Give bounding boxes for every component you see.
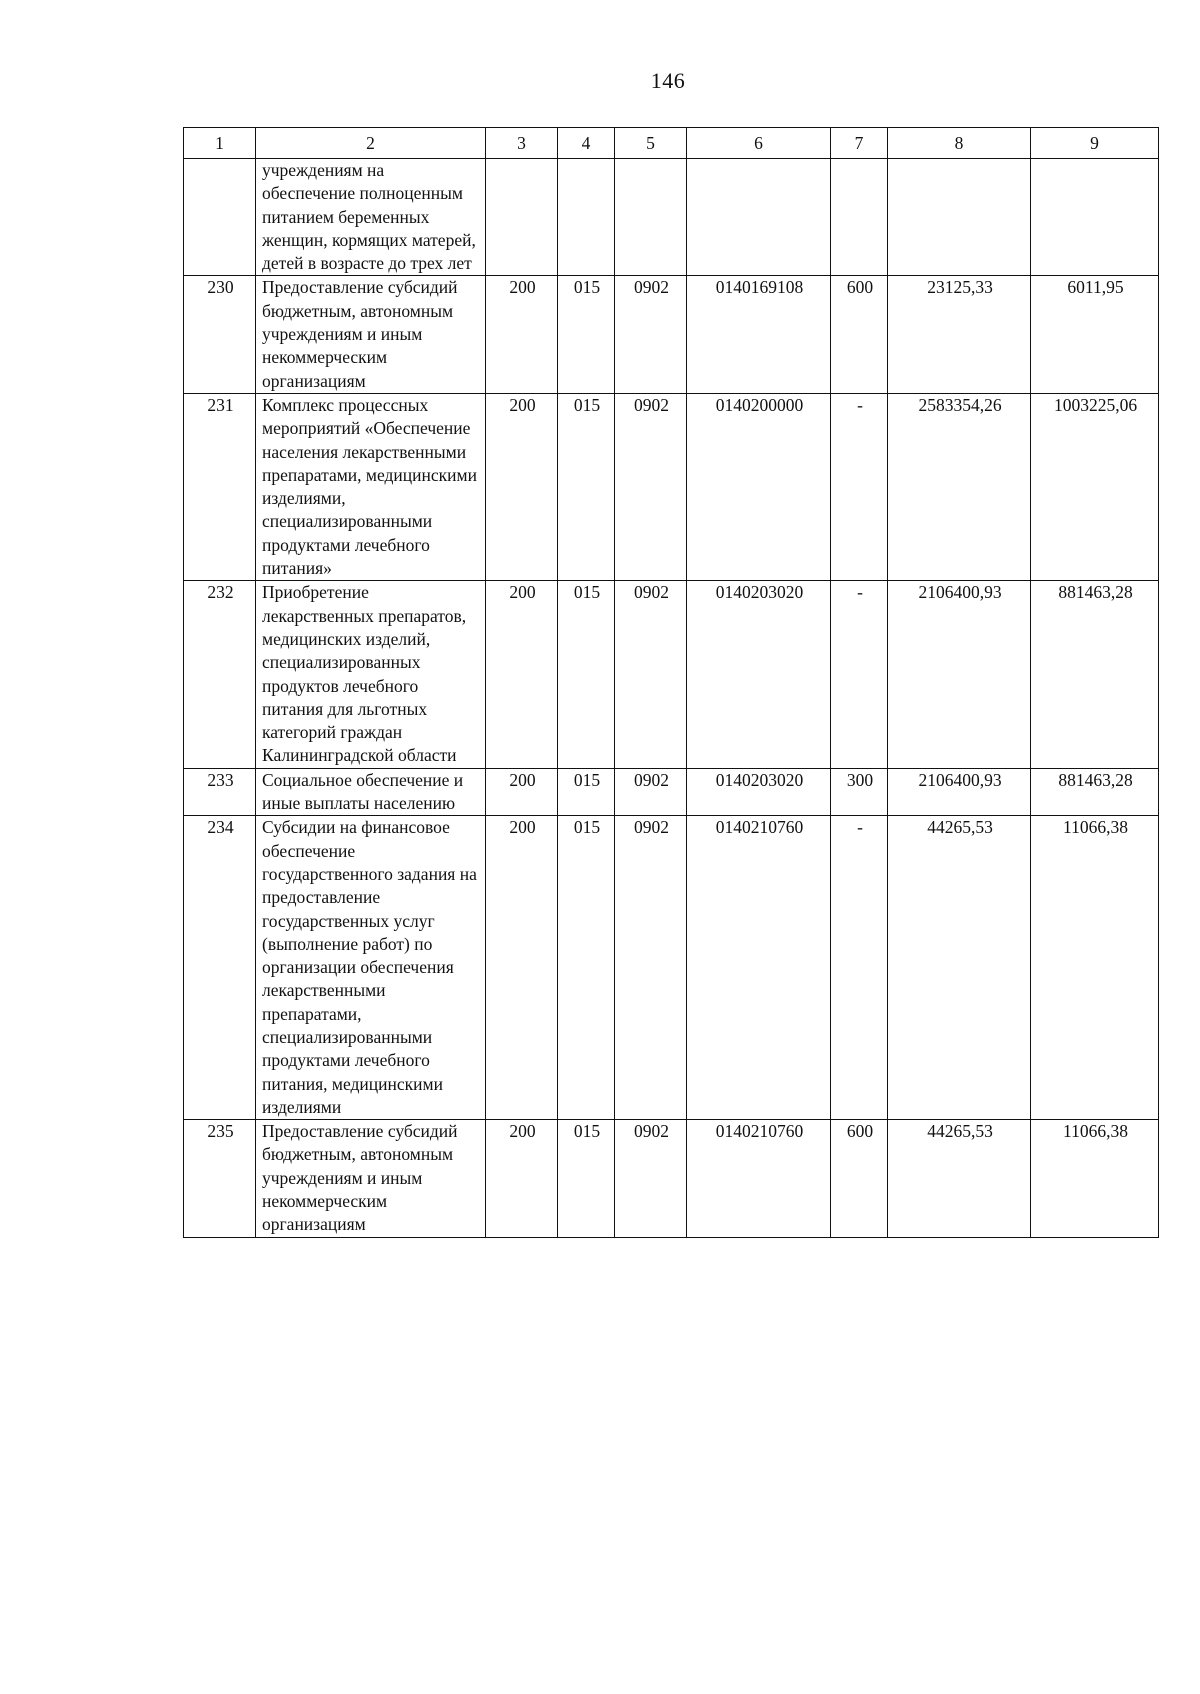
col-header-3: 3 [486,128,558,159]
row-col-8 [888,159,1031,276]
row-col-5: 0902 [615,393,687,580]
row-col-6: 0140203020 [687,768,831,816]
row-col-6: 0140200000 [687,393,831,580]
budget-table [183,127,1159,1238]
header-row [184,128,1159,159]
row-name: Предоставление субсидий бюджетным, автономным учреждениям и иным некоммерческим организациям [256,1120,486,1237]
row-col-7: 600 [831,276,888,393]
row-col-8: 44265,53 [888,1120,1031,1237]
row-col-4 [558,159,615,276]
row-col-7: 600 [831,1120,888,1237]
row-name: Комплекс процессных мероприятий «Обеспечение населения лекарственными препаратами, медицинскими изделиями, специализированными продуктами лечебного питания» [256,393,486,580]
row-col-9: 11066,38 [1031,816,1159,1120]
row-col-5: 0902 [615,768,687,816]
row-number: 235 [184,1120,256,1237]
row-col-5: 0902 [615,276,687,393]
table-row [184,768,1159,816]
row-col-6: 0140210760 [687,1120,831,1237]
row-col-3: 200 [486,581,558,768]
row-col-9: 6011,95 [1031,276,1159,393]
row-col-5 [615,159,687,276]
row-col-4: 015 [558,768,615,816]
col-header-9: 9 [1031,128,1159,159]
row-col-4: 015 [558,581,615,768]
row-col-3: 200 [486,393,558,580]
row-col-6: 0140210760 [687,816,831,1120]
row-col-9: 881463,28 [1031,768,1159,816]
row-number: 234 [184,816,256,1120]
row-col-7: - [831,393,888,580]
col-header-4: 4 [558,128,615,159]
table-row [184,276,1159,393]
table-row [184,159,1159,276]
row-col-7: - [831,816,888,1120]
col-header-7: 7 [831,128,888,159]
row-col-8: 2106400,93 [888,581,1031,768]
table-row [184,393,1159,580]
row-col-3 [486,159,558,276]
col-header-6: 6 [687,128,831,159]
table-row [184,816,1159,1120]
row-col-5: 0902 [615,816,687,1120]
row-number: 233 [184,768,256,816]
col-header-2: 2 [256,128,486,159]
row-col-6: 0140203020 [687,581,831,768]
row-col-9: 881463,28 [1031,581,1159,768]
row-col-8: 2583354,26 [888,393,1031,580]
row-col-3: 200 [486,1120,558,1237]
row-name: учреждениям на обеспечение полноценным питанием беременных женщин, кормящих матерей, детей в возрасте до трех лет [256,159,486,276]
row-col-4: 015 [558,393,615,580]
page-number: 146 [650,68,686,93]
row-col-6 [687,159,831,276]
row-col-7: - [831,581,888,768]
row-col-4: 015 [558,1120,615,1237]
table-row [184,581,1159,768]
row-col-8: 23125,33 [888,276,1031,393]
row-col-7 [831,159,888,276]
row-col-3: 200 [486,768,558,816]
col-header-8: 8 [888,128,1031,159]
col-header-5: 5 [615,128,687,159]
row-number: 231 [184,393,256,580]
row-col-8: 2106400,93 [888,768,1031,816]
row-name: Предоставление субсидий бюджетным, автономным учреждениям и иным некоммерческим организациям [256,276,486,393]
row-name: Социальное обеспечение и иные выплаты населению [256,768,486,816]
row-number [184,159,256,276]
row-col-4: 015 [558,276,615,393]
row-number: 230 [184,276,256,393]
row-col-7: 300 [831,768,888,816]
row-name: Приобретение лекарственных препаратов, медицинских изделий, специализированных продуктов лечебного питания для льготных категорий граждан Калининградской области [256,581,486,768]
table-row [184,1120,1159,1237]
col-header-1: 1 [184,128,256,159]
row-col-4: 015 [558,816,615,1120]
row-col-6: 0140169108 [687,276,831,393]
row-col-9: 11066,38 [1031,1120,1159,1237]
row-col-9 [1031,159,1159,276]
row-col-9: 1003225,06 [1031,393,1159,580]
row-col-8: 44265,53 [888,816,1031,1120]
row-col-3: 200 [486,816,558,1120]
row-col-5: 0902 [615,581,687,768]
row-col-3: 200 [486,276,558,393]
row-col-5: 0902 [615,1120,687,1237]
row-name: Субсидии на финансовое обеспечение государственного задания на предоставление государственных услуг (выполнение работ) по организации обеспечения лекарственными препаратами, специализированными продуктами лечебного питания, медицинскими изделиями [256,816,486,1120]
row-number: 232 [184,581,256,768]
